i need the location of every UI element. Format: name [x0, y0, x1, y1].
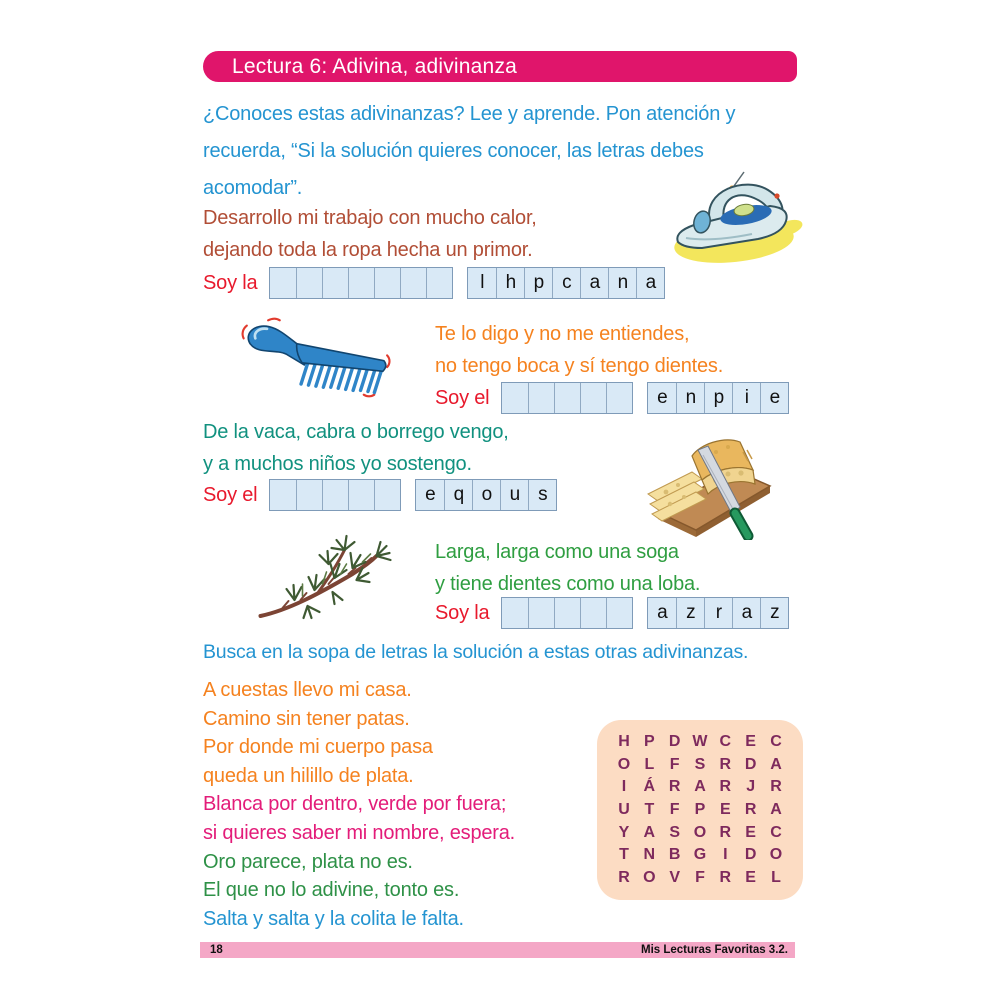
wordsearch-letter[interactable]: C: [770, 823, 782, 841]
wordsearch-letter[interactable]: V: [669, 868, 680, 886]
scrambled-letter-tile: l: [468, 268, 496, 298]
riddle-2-answer-row: [435, 382, 803, 414]
answer-cell[interactable]: [322, 480, 348, 510]
wordsearch-letter[interactable]: Á: [643, 778, 656, 796]
intro-line: acomodar”.: [203, 177, 303, 199]
scrambled-letter-tile: e: [416, 480, 444, 510]
riddle-list-line: A cuestas llevo mi casa.: [203, 679, 412, 701]
riddle-1-text: [203, 202, 537, 266]
scrambled-letter-tile: z: [676, 598, 704, 628]
wordsearch-letter[interactable]: A: [643, 823, 656, 841]
scrambled-letter-boxes: [647, 597, 789, 629]
wordsearch-letter[interactable]: R: [719, 755, 732, 773]
scrambled-letter-tile: r: [704, 598, 732, 628]
wordsearch-letter[interactable]: D: [744, 755, 757, 773]
wordsearch-row: [613, 801, 787, 819]
footer-bar: [200, 942, 795, 958]
answer-cell[interactable]: [374, 480, 400, 510]
answer-cell[interactable]: [296, 480, 322, 510]
answer-cell[interactable]: [554, 598, 580, 628]
wordsearch-letter[interactable]: O: [643, 868, 656, 886]
wordsearch-letter[interactable]: W: [692, 733, 708, 750]
scrambled-letter-tile: a: [732, 598, 760, 628]
scrambled-letter-tile: h: [496, 268, 524, 298]
wordsearch-row: [613, 846, 787, 864]
wordsearch-letter[interactable]: P: [643, 733, 655, 750]
riddle-list-line: El que no lo adivine, tonto es.: [203, 879, 460, 902]
wordsearch-row: [613, 778, 787, 796]
answer-boxes: [269, 479, 401, 511]
riddle-list-line: queda un hilillo de plata.: [203, 764, 414, 787]
wordsearch-instruction: Busca en la sopa de letras la solución a estas otras adivinanzas.: [203, 641, 749, 663]
riddle-2-text: [435, 318, 723, 382]
wordsearch-letter[interactable]: A: [770, 800, 782, 818]
riddle-4-text: [435, 536, 700, 600]
answer-cell[interactable]: [400, 268, 426, 298]
riddle-line: Desarrollo mi trabajo con mucho calor,: [203, 207, 537, 229]
answer-cell[interactable]: [270, 480, 296, 510]
answer-prefix: Soy la: [435, 601, 490, 624]
scrambled-letter-tile: p: [704, 383, 732, 413]
scrambled-letter-tile: p: [524, 268, 552, 298]
scrambled-letter-boxes: [415, 479, 557, 511]
answer-cell[interactable]: [580, 383, 606, 413]
wordsearch-letter[interactable]: D: [668, 733, 681, 750]
wordsearch-letter[interactable]: U: [618, 800, 630, 818]
wordsearch-letter[interactable]: I: [723, 846, 728, 864]
wordsearch-letter[interactable]: F: [669, 755, 680, 773]
riddle-list-line: Por donde mi cuerpo pasa: [203, 736, 433, 759]
scrambled-letter-tile: c: [552, 268, 580, 298]
wordsearch-letter[interactable]: P: [694, 800, 706, 818]
branch-illustration: [250, 522, 405, 627]
scrambled-letter-tile: e: [760, 383, 788, 413]
scrambled-letter-boxes: [647, 382, 789, 414]
riddle-line: dejando toda la ropa hecha un primor.: [203, 239, 533, 261]
scrambled-letter-tile: n: [676, 383, 704, 413]
riddle-line: y tiene dientes como una loba.: [435, 573, 701, 595]
wordsearch-letter[interactable]: F: [669, 800, 680, 818]
answer-cell[interactable]: [296, 268, 322, 298]
wordsearch-box: [597, 720, 803, 900]
answer-cell[interactable]: [528, 383, 554, 413]
intro-line: recuerda, “Si la solución quieres conocer, las letras debes: [203, 140, 704, 162]
answer-cell[interactable]: [348, 268, 374, 298]
wordsearch-row: [613, 869, 787, 887]
riddle-line: no tengo boca y sí tengo dientes.: [435, 355, 724, 377]
riddle-list: [203, 676, 515, 933]
wordsearch-letter[interactable]: J: [746, 778, 756, 796]
wordsearch-letter[interactable]: S: [669, 823, 680, 841]
answer-cell[interactable]: [580, 598, 606, 628]
answer-prefix: Soy el: [435, 386, 490, 409]
wordsearch-letter[interactable]: D: [744, 846, 757, 864]
scrambled-letter-tile: a: [648, 598, 676, 628]
riddle-line: De la vaca, cabra o borrego vengo,: [203, 421, 509, 443]
answer-cell[interactable]: [528, 598, 554, 628]
wordsearch-letter[interactable]: A: [770, 755, 782, 773]
wordsearch-letter[interactable]: E: [745, 823, 756, 841]
wordsearch-letter[interactable]: F: [695, 868, 705, 886]
iron-illustration: [672, 168, 807, 268]
wordsearch-letter[interactable]: R: [719, 778, 732, 796]
wordsearch-letter[interactable]: E: [745, 733, 756, 750]
answer-cell[interactable]: [374, 268, 400, 298]
riddle-line: Te lo digo y no me entiendes,: [435, 323, 690, 345]
wordsearch-letter[interactable]: R: [618, 868, 630, 886]
scrambled-letter-tile: i: [732, 383, 760, 413]
answer-cell[interactable]: [348, 480, 374, 510]
answer-cell[interactable]: [426, 268, 452, 298]
wordsearch-letter[interactable]: O: [617, 755, 631, 773]
scrambled-letter-tile: a: [636, 268, 664, 298]
riddle-list-line: si quieres saber mi nombre, espera.: [203, 821, 516, 844]
comb-illustration: [240, 315, 395, 400]
riddle-4-answer-row: [435, 597, 803, 629]
wordsearch-row: [613, 824, 787, 842]
intro-text: [203, 96, 735, 207]
wordsearch-letter[interactable]: S: [694, 755, 706, 773]
wordsearch-letter[interactable]: R: [770, 778, 782, 796]
scrambled-letter-tile: e: [648, 383, 676, 413]
scrambled-letter-tile: o: [472, 480, 500, 510]
riddle-list-line: Salta y salta y la colita le falta.: [203, 907, 464, 930]
scrambled-letter-tile: q: [444, 480, 472, 510]
answer-cell[interactable]: [554, 383, 580, 413]
wordsearch-letter[interactable]: O: [769, 846, 783, 864]
wordsearch-letter[interactable]: A: [694, 778, 706, 796]
wordsearch-letter[interactable]: Y: [618, 823, 630, 841]
cheese-illustration: [642, 420, 777, 540]
answer-boxes: [269, 267, 453, 299]
answer-cell[interactable]: [270, 268, 296, 298]
wordsearch-letter[interactable]: R: [668, 778, 681, 796]
riddle-line: Larga, larga como una soga: [435, 541, 679, 563]
answer-boxes: [501, 382, 633, 414]
scrambled-letter-tile: z: [760, 598, 788, 628]
wordsearch-letter[interactable]: L: [644, 755, 655, 773]
wordsearch-letter[interactable]: H: [618, 733, 630, 750]
wordsearch-row: [613, 733, 787, 751]
riddle-list-line: Oro parece, plata no es.: [203, 850, 413, 873]
page-number: 18: [210, 944, 223, 956]
answer-boxes: [501, 597, 633, 629]
answer-cell[interactable]: [502, 383, 528, 413]
answer-cell[interactable]: [502, 598, 528, 628]
book-title: Mis Lecturas Favoritas 3.2.: [640, 944, 788, 956]
wordsearch-letter[interactable]: I: [621, 778, 627, 796]
riddle-1-answer-row: [203, 267, 679, 299]
wordsearch-letter[interactable]: E: [745, 868, 756, 886]
answer-cell[interactable]: [606, 383, 632, 413]
wordsearch-letter[interactable]: C: [719, 733, 732, 750]
riddle-3-text: [203, 416, 509, 480]
scrambled-letter-boxes: [467, 267, 665, 299]
riddle-3-answer-row: [203, 479, 571, 511]
intro-line: ¿Conoces estas adivinanzas? Lee y aprende. Pon atención y: [203, 103, 736, 125]
lesson-banner: [203, 51, 797, 82]
scrambled-letter-tile: a: [580, 268, 608, 298]
wordsearch-letter[interactable]: R: [744, 800, 757, 818]
answer-prefix: Soy el: [203, 483, 258, 506]
wordsearch-letter[interactable]: G: [693, 846, 707, 864]
wordsearch-letter[interactable]: C: [770, 733, 782, 750]
scrambled-letter-tile: n: [608, 268, 636, 298]
wordsearch-letter[interactable]: R: [719, 823, 732, 841]
wordsearch-letter[interactable]: N: [643, 846, 656, 864]
scrambled-letter-tile: u: [500, 480, 528, 510]
answer-cell[interactable]: [606, 598, 632, 628]
wordsearch-letter[interactable]: O: [693, 823, 707, 841]
wordsearch-letter[interactable]: E: [719, 800, 731, 818]
wordsearch-letter[interactable]: L: [771, 868, 781, 886]
wordsearch-letter[interactable]: B: [668, 846, 681, 864]
wordsearch-letter[interactable]: R: [719, 868, 732, 886]
wordsearch-letter[interactable]: T: [619, 846, 629, 864]
riddle-line: y a muchos niños yo sostengo.: [203, 453, 472, 475]
riddle-list-line: Blanca por dentro, verde por fuera;: [203, 793, 507, 816]
riddle-list-line: Camino sin tener patas.: [203, 707, 410, 730]
lesson-title: Lectura 6: Adivina, adivinanza: [232, 54, 518, 78]
wordsearch-row: [613, 756, 787, 774]
wordsearch-letter[interactable]: T: [644, 800, 655, 818]
answer-prefix: Soy la: [203, 271, 258, 294]
answer-cell[interactable]: [322, 268, 348, 298]
scrambled-letter-tile: s: [528, 480, 556, 510]
